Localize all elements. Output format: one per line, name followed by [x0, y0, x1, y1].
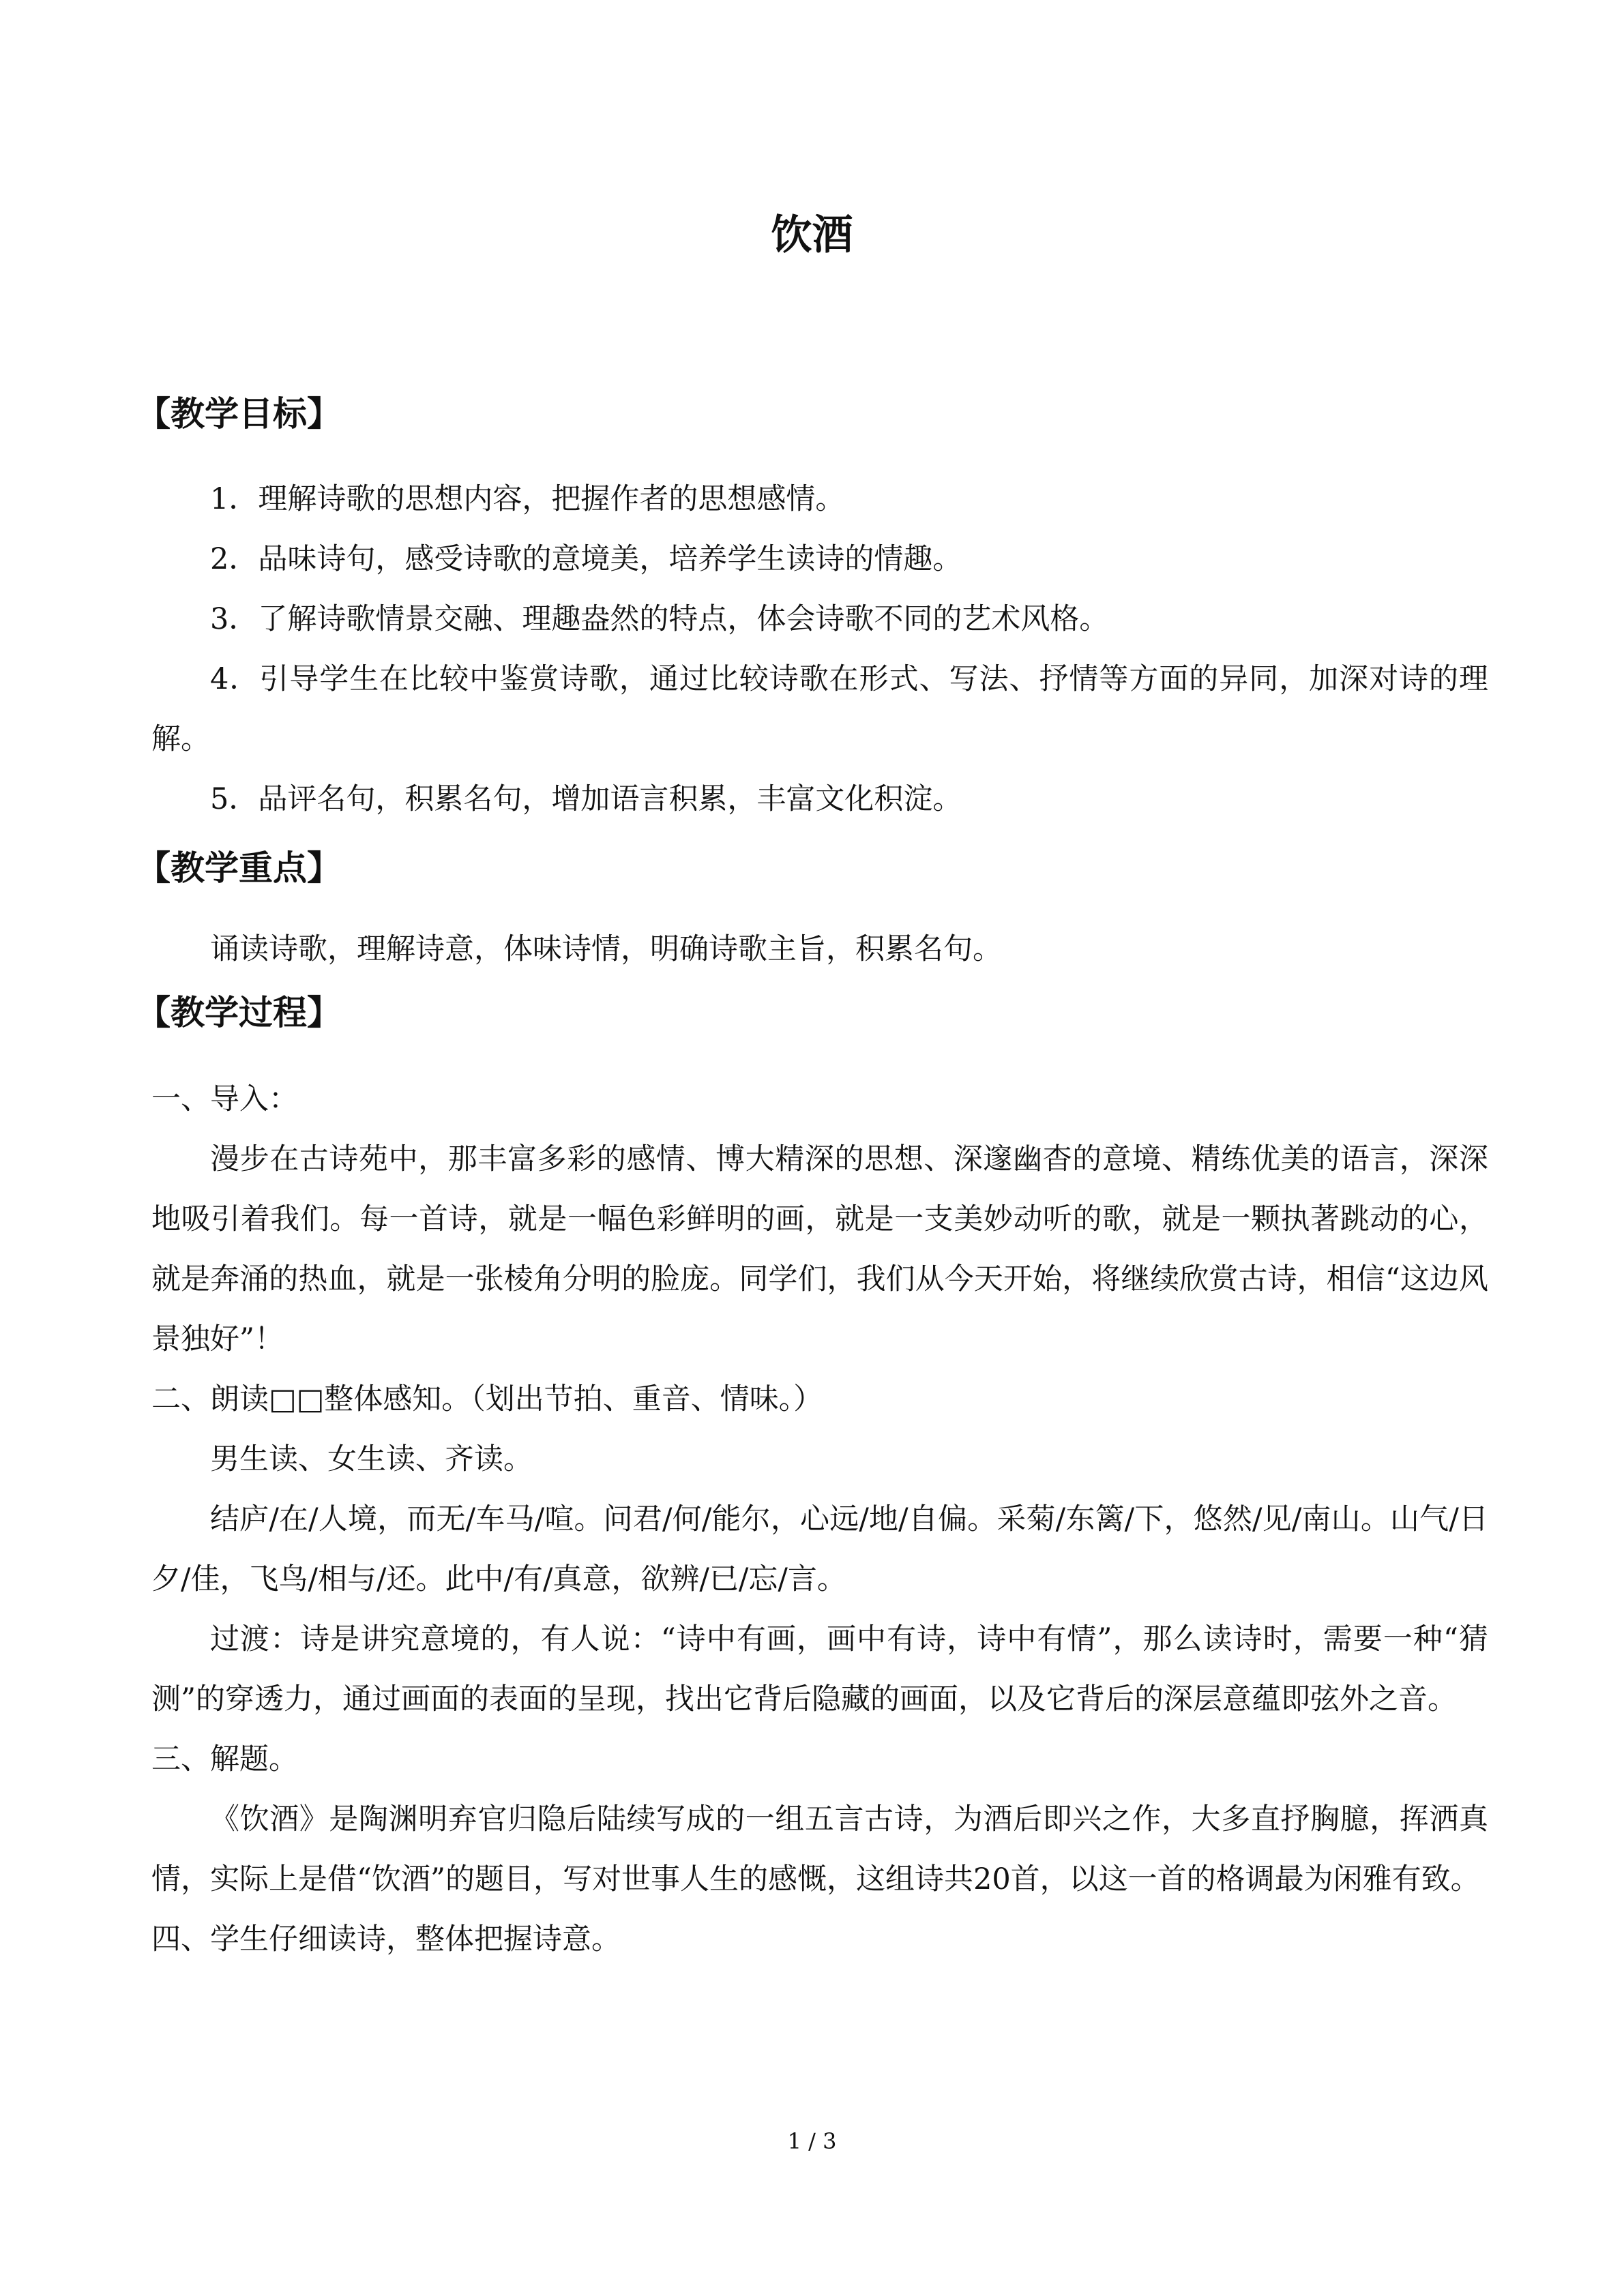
- key-points-text: 诵读诗歌，理解诗意，体味诗情，明确诗歌主旨，积累名句。: [210, 932, 1002, 966]
- process-paragraph-transition: 过渡：诗是讲究意境的，有人说：“诗中有画，画中有诗，诗中有情”，那么读诗时，需要一种“猜测”的穿透力，通过画面的表面的呈现，找出它背后隐藏的画面，以及它背后的深层意蕴即弦外之音。: [151, 1622, 1488, 1716]
- process-section-title-explanation: 三、解题。: [151, 1742, 298, 1776]
- document-title: 饮酒: [771, 211, 853, 259]
- process-body: [151, 1069, 1488, 1969]
- objective-item-2: 2．品味诗句，感受诗歌的意境美，培养学生读诗的情趣。: [210, 542, 962, 576]
- objective-item-5: 5．品评名句，积累名句，增加语言积累，丰富文化积淀。: [210, 782, 962, 816]
- process-paragraph-poem-rhythm: 结庐/在/人境，而无/车马/喧。问君/何/能尔，心远/地/自偏。采菊/东篱/下，悠然/见/南山。山气/日夕/佳，飞鸟/相与/还。此中/有/真意，欲辨/已/忘/言。: [151, 1502, 1488, 1596]
- key-points-body: [151, 919, 1488, 979]
- objective-item-1: 1．理解诗歌的思想内容，把握作者的思想感情。: [210, 482, 845, 516]
- objective-item-4: 4．引导学生在比较中鉴赏诗歌，通过比较诗歌在形式、写法、抒情等方面的异同，加深对诗的理解。: [151, 662, 1488, 756]
- process-paragraph-intro-text: 漫步在古诗苑中，那丰富多彩的感情、博大精深的思想、深邃幽杳的意境、精练优美的语言，深深地吸引着我们。每一首诗，就是一幅色彩鲜明的画，就是一支美妙动听的歌，就是一颗执著跳动的心，就是奔涌的热血，就是一张棱角分明的脸庞。同学们，我们从今天开始，将继续欣赏古诗，相信“这边风景独好”！: [151, 1142, 1488, 1356]
- process-paragraph-title-explanation: 《饮酒》是陶渊明弃官归隐后陆续写成的一组五言古诗，为酒后即兴之作，大多直抒胸臆，挥洒真情，实际上是借“饮酒”的题目，写对世事人生的感慨，这组诗共20首，以这一首的格调最为闲雅有致。: [151, 1802, 1488, 1896]
- key-points-heading: 【教学重点】: [136, 848, 341, 888]
- objectives-list: [151, 469, 1488, 829]
- process-section-close-reading: 四、学生仔细读诗，整体把握诗意。: [151, 1922, 621, 1956]
- process-paragraph-reading-modes: 男生读、女生读、齐读。: [210, 1442, 533, 1476]
- process-section-reading: 二、朗读□□整体感知。（划出节拍、重音、情味。）: [151, 1382, 823, 1416]
- objective-item-3: 3．了解诗歌情景交融、理趣盎然的特点，体会诗歌不同的艺术风格。: [210, 602, 1109, 636]
- page-number: 1 / 3: [787, 2128, 837, 2154]
- process-section-intro: 一、导入：: [151, 1082, 298, 1116]
- process-heading: 【教学过程】: [136, 993, 341, 1032]
- objectives-heading: 【教学目标】: [136, 394, 341, 434]
